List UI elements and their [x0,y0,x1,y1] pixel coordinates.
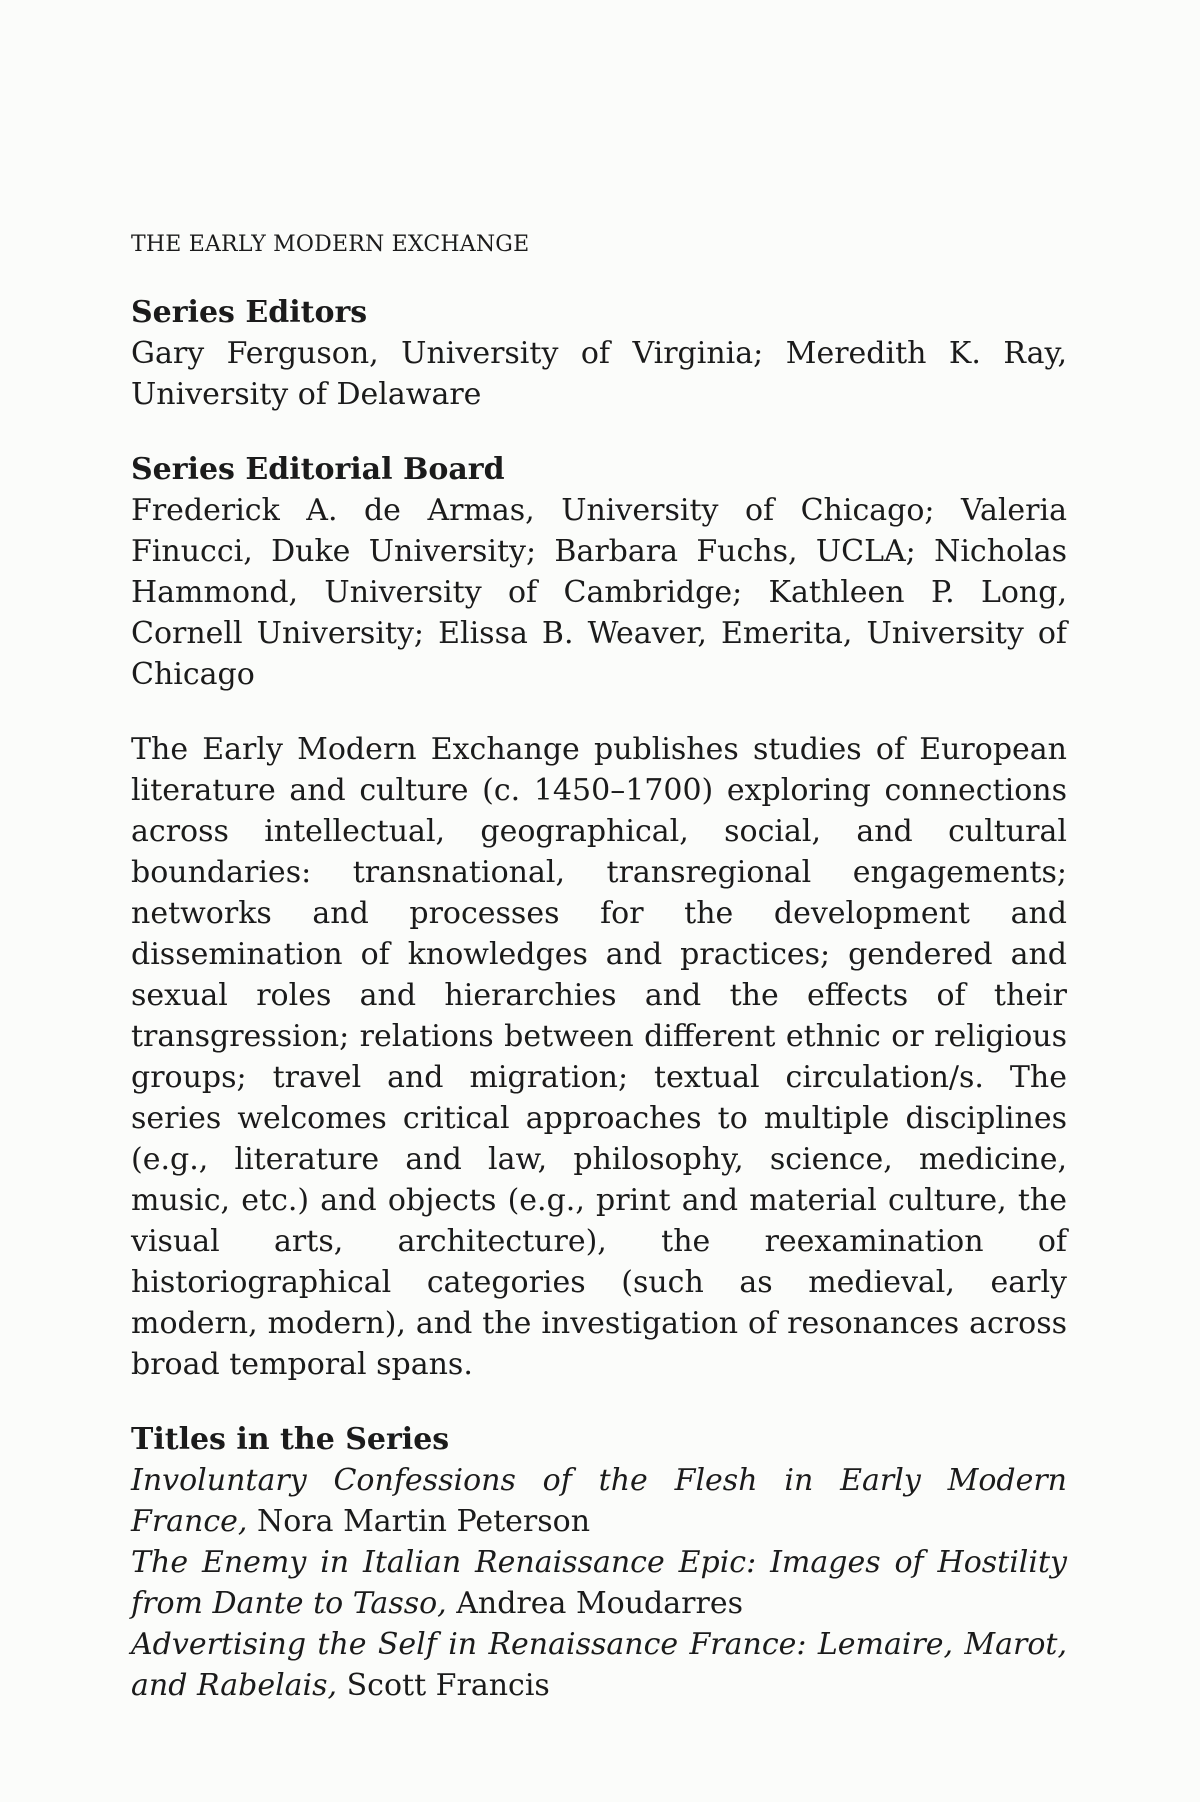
series-editors-heading: Series Editors [131,295,368,330]
editorial-board-section [131,449,1067,695]
editorial-board-heading: Series Editorial Board [131,452,505,487]
titles-heading: Titles in the Series [131,1422,450,1457]
title-entry [131,1624,1067,1706]
page-content [131,232,1067,1706]
series-editors-section [131,292,1067,415]
book-author: Andrea Moudarres [446,1586,743,1621]
series-editors-text: Gary Ferguson, University of Virginia; Meredith K. Ray, University of Delaware [131,336,1067,412]
editorial-board-text: Frederick A. de Armas, University of Chicago; Valeria Finucci, Duke University; Barbara Fuchs, UCLA; Nicholas Hammond, University of Cambridge; Kathleen P. Long, Cornell University; Elissa B. Weaver, Emerita, University of Chicago [131,493,1067,692]
book-title: Involuntary Confessions of the Flesh in Early Modern France, [131,1463,1067,1539]
title-entry [131,1542,1067,1624]
book-title: Advertising the Self in Renaissance France: Lemaire, Marot, and Rabelais, [131,1627,1067,1703]
title-entry [131,1460,1067,1542]
book-author: Nora Martin Peterson [247,1504,591,1539]
book-title: The Enemy in Italian Renaissance Epic: Images of Hostility from Dante to Tasso, [131,1545,1067,1621]
series-description-section [131,729,1067,1385]
titles-section [131,1419,1067,1706]
book-author: Scott Francis [337,1668,550,1703]
series-name: THE EARLY MODERN EXCHANGE [131,232,530,257]
series-description: The Early Modern Exchange publishes studies of European literature and culture (c. 1450–1700) exploring connections across intellectual, geographical, social, and cultural boundaries: transnational, transregional engagements; networks and processes for the development and dissemination of knowledges and practices; gendered and sexual roles and hierarchies and the effects of their transgression; relations between different ethnic or religious groups; travel and migration; textual circulation/s. The series welcomes critical approaches to multiple disciplines (e.g., literature and law, philosophy, science, medicine, music, etc.) and objects (e.g., print and material culture, the visual arts, architecture), the reexamination of historiographical categories (such as medieval, early modern, modern), and the investigation of resonances across broad temporal spans. [131,732,1067,1382]
